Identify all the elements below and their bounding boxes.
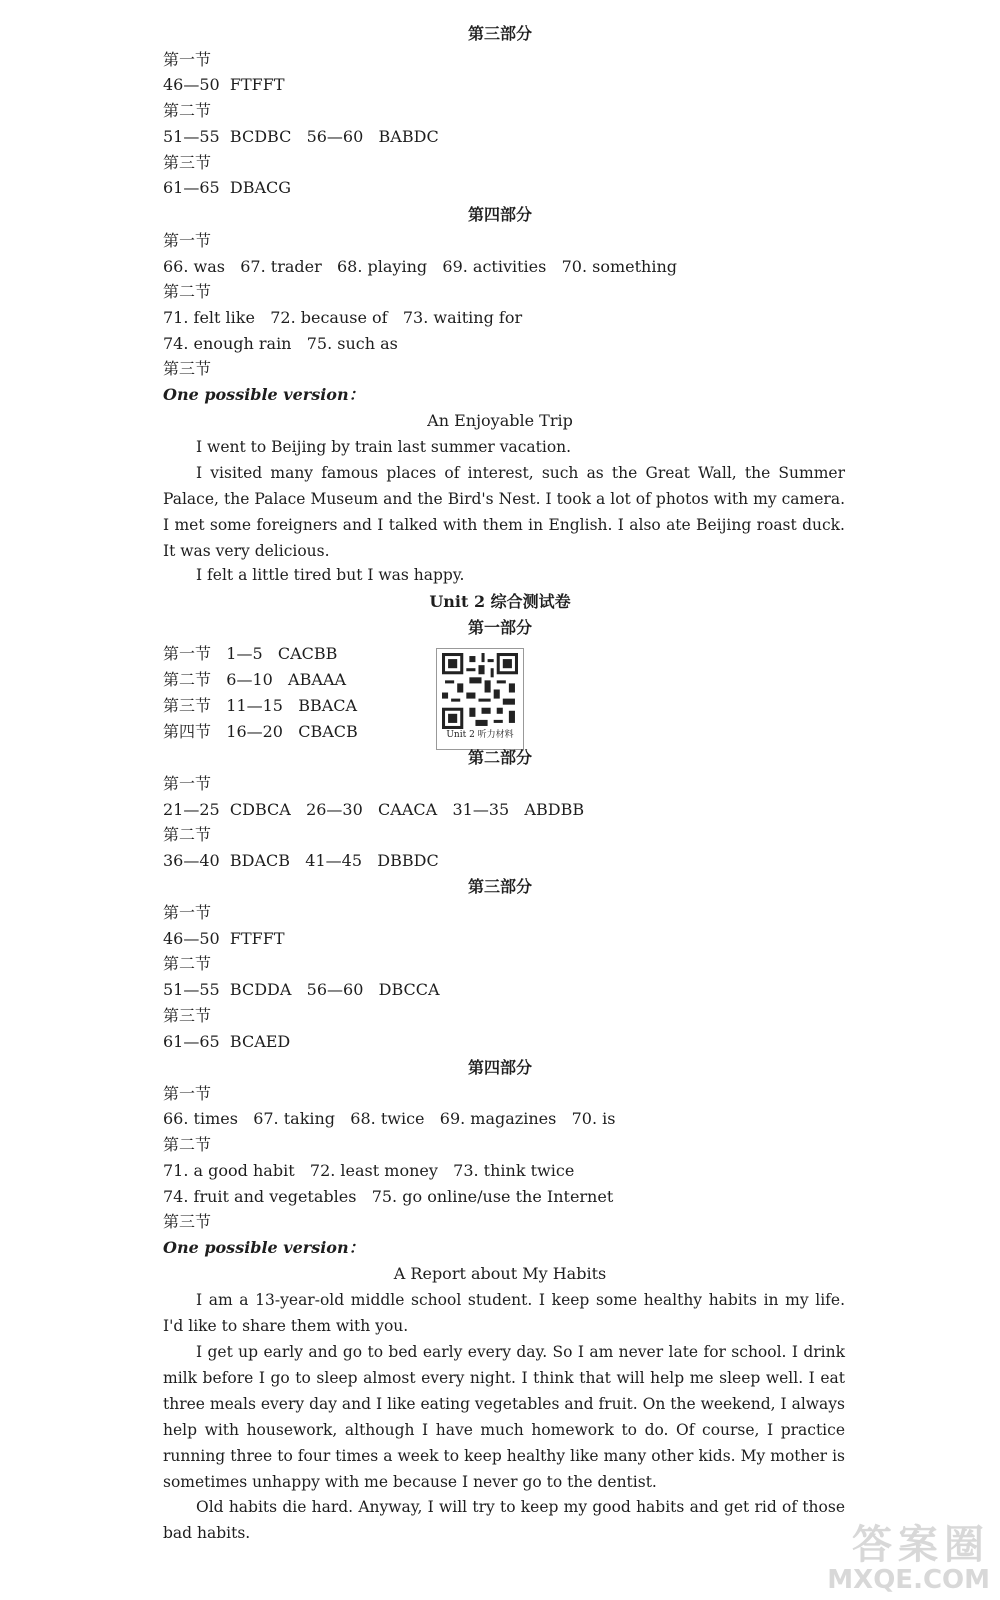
part1-heading: 第一部分 [467, 618, 532, 637]
essay-title: An Enjoyable Trip [427, 411, 573, 430]
part3-heading: 第三部分 [467, 877, 532, 896]
section-label: 第二节 [163, 282, 212, 301]
answer-line: 71. felt like 72. because of 73. waiting for [163, 308, 523, 327]
section-label: 第一节 [163, 50, 212, 69]
answer-line: 46—50 FTFFT [163, 929, 285, 948]
section-label: 第一节 [163, 1084, 212, 1103]
essay-paragraph: I get up early and go to bed early every day. So I am never late for school. I drink milk before I go to sleep almost every night. I think that will help me sleep well. I eat three meals every day and I like eating vegetables and fruit. On the weekend, I always help with housework, although I have much homework to do. Of course, I practice running three to four times a week to keep healthy like many other kids. My mother is sometimes unhappy with me because I never go to the dentist. [163, 1343, 845, 1491]
essay-paragraph: I am a 13-year-old middle school student. I keep some healthy habits in my life. I'd like to share them with you. [163, 1291, 845, 1335]
answer-line: 66. was 67. trader 68. playing 69. activities 70. something [163, 257, 678, 276]
version-label: One possible version： [163, 1238, 365, 1257]
answer-line: 第四节 16—20 CBACB [163, 722, 358, 741]
answer-line: 74. fruit and vegetables 75. go online/use the Internet [163, 1187, 614, 1206]
answer-line: 51—55 BCDBC 56—60 BABDC [163, 127, 439, 146]
watermark-text: 答案圈 [852, 1522, 990, 1568]
part2-heading: 第二部分 [467, 748, 532, 767]
essay-paragraph: Old habits die hard. Anyway, I will try to keep my good habits and get rid of those bad habits. [163, 1498, 845, 1542]
answer-line: 61—65 DBACG [163, 178, 292, 197]
watermark-url: MXQE.COM [827, 1565, 990, 1595]
section-label: 第三节 [163, 359, 212, 378]
section-label: 第三节 [163, 1006, 212, 1025]
qr-code-icon [442, 653, 518, 729]
section-label: 第二节 [163, 1135, 212, 1154]
essay-paragraph: I went to Beijing by train last summer vacation. [196, 438, 572, 456]
version-label: One possible version： [163, 385, 365, 404]
section-label: 第三节 [163, 1212, 212, 1231]
section-label: 第三节 [163, 153, 212, 172]
answer-line: 61—65 BCAED [163, 1032, 291, 1051]
answer-line: 71. a good habit 72. least money 73. think twice [163, 1161, 575, 1180]
qr-caption: Unit 2 听力材料 [446, 730, 514, 740]
part4-heading: 第四部分 [467, 205, 532, 224]
answer-line: 46—50 FTFFT [163, 75, 285, 94]
answer-line: 第一节 1—5 CACBB [163, 644, 338, 663]
part4-heading: 第四部分 [467, 1058, 532, 1077]
answer-line: 51—55 BCDDA 56—60 DBCCA [163, 980, 440, 999]
answer-line: 36—40 BDACB 41—45 DBBDC [163, 851, 439, 870]
watermark-logo [827, 1524, 990, 1594]
qr-code[interactable] [436, 648, 524, 750]
unit-title: Unit 2 综合测试卷 [429, 592, 571, 611]
essay-paragraph: I felt a little tired but I was happy. [196, 566, 465, 584]
part3-heading: 第三部分 [467, 24, 532, 43]
answer-line: 第二节 6—10 ABAAA [163, 670, 347, 689]
section-label: 第二节 [163, 954, 212, 973]
answer-line: 第三节 11—15 BBACA [163, 696, 358, 715]
section-label: 第二节 [163, 825, 212, 844]
section-label: 第一节 [163, 231, 212, 250]
section-label: 第二节 [163, 101, 212, 120]
essay-paragraph: I visited many famous places of interest, such as the Great Wall, the Summer Palace, the Palace Museum and the Bird's Nest. I took a lot of photos with my camera. I met some foreigners and I talked with them in English. I also ate Beijing roast duck. It was very delicious. [163, 464, 845, 560]
answer-line: 21—25 CDBCA 26—30 CAACA 31—35 ABDBB [163, 800, 585, 819]
section-label: 第一节 [163, 774, 212, 793]
answer-line: 66. times 67. taking 68. twice 69. magazines 70. is [163, 1109, 616, 1128]
essay-title: A Report about My Habits [393, 1264, 607, 1283]
section-label: 第一节 [163, 903, 212, 922]
answer-line: 74. enough rain 75. such as [163, 334, 398, 353]
